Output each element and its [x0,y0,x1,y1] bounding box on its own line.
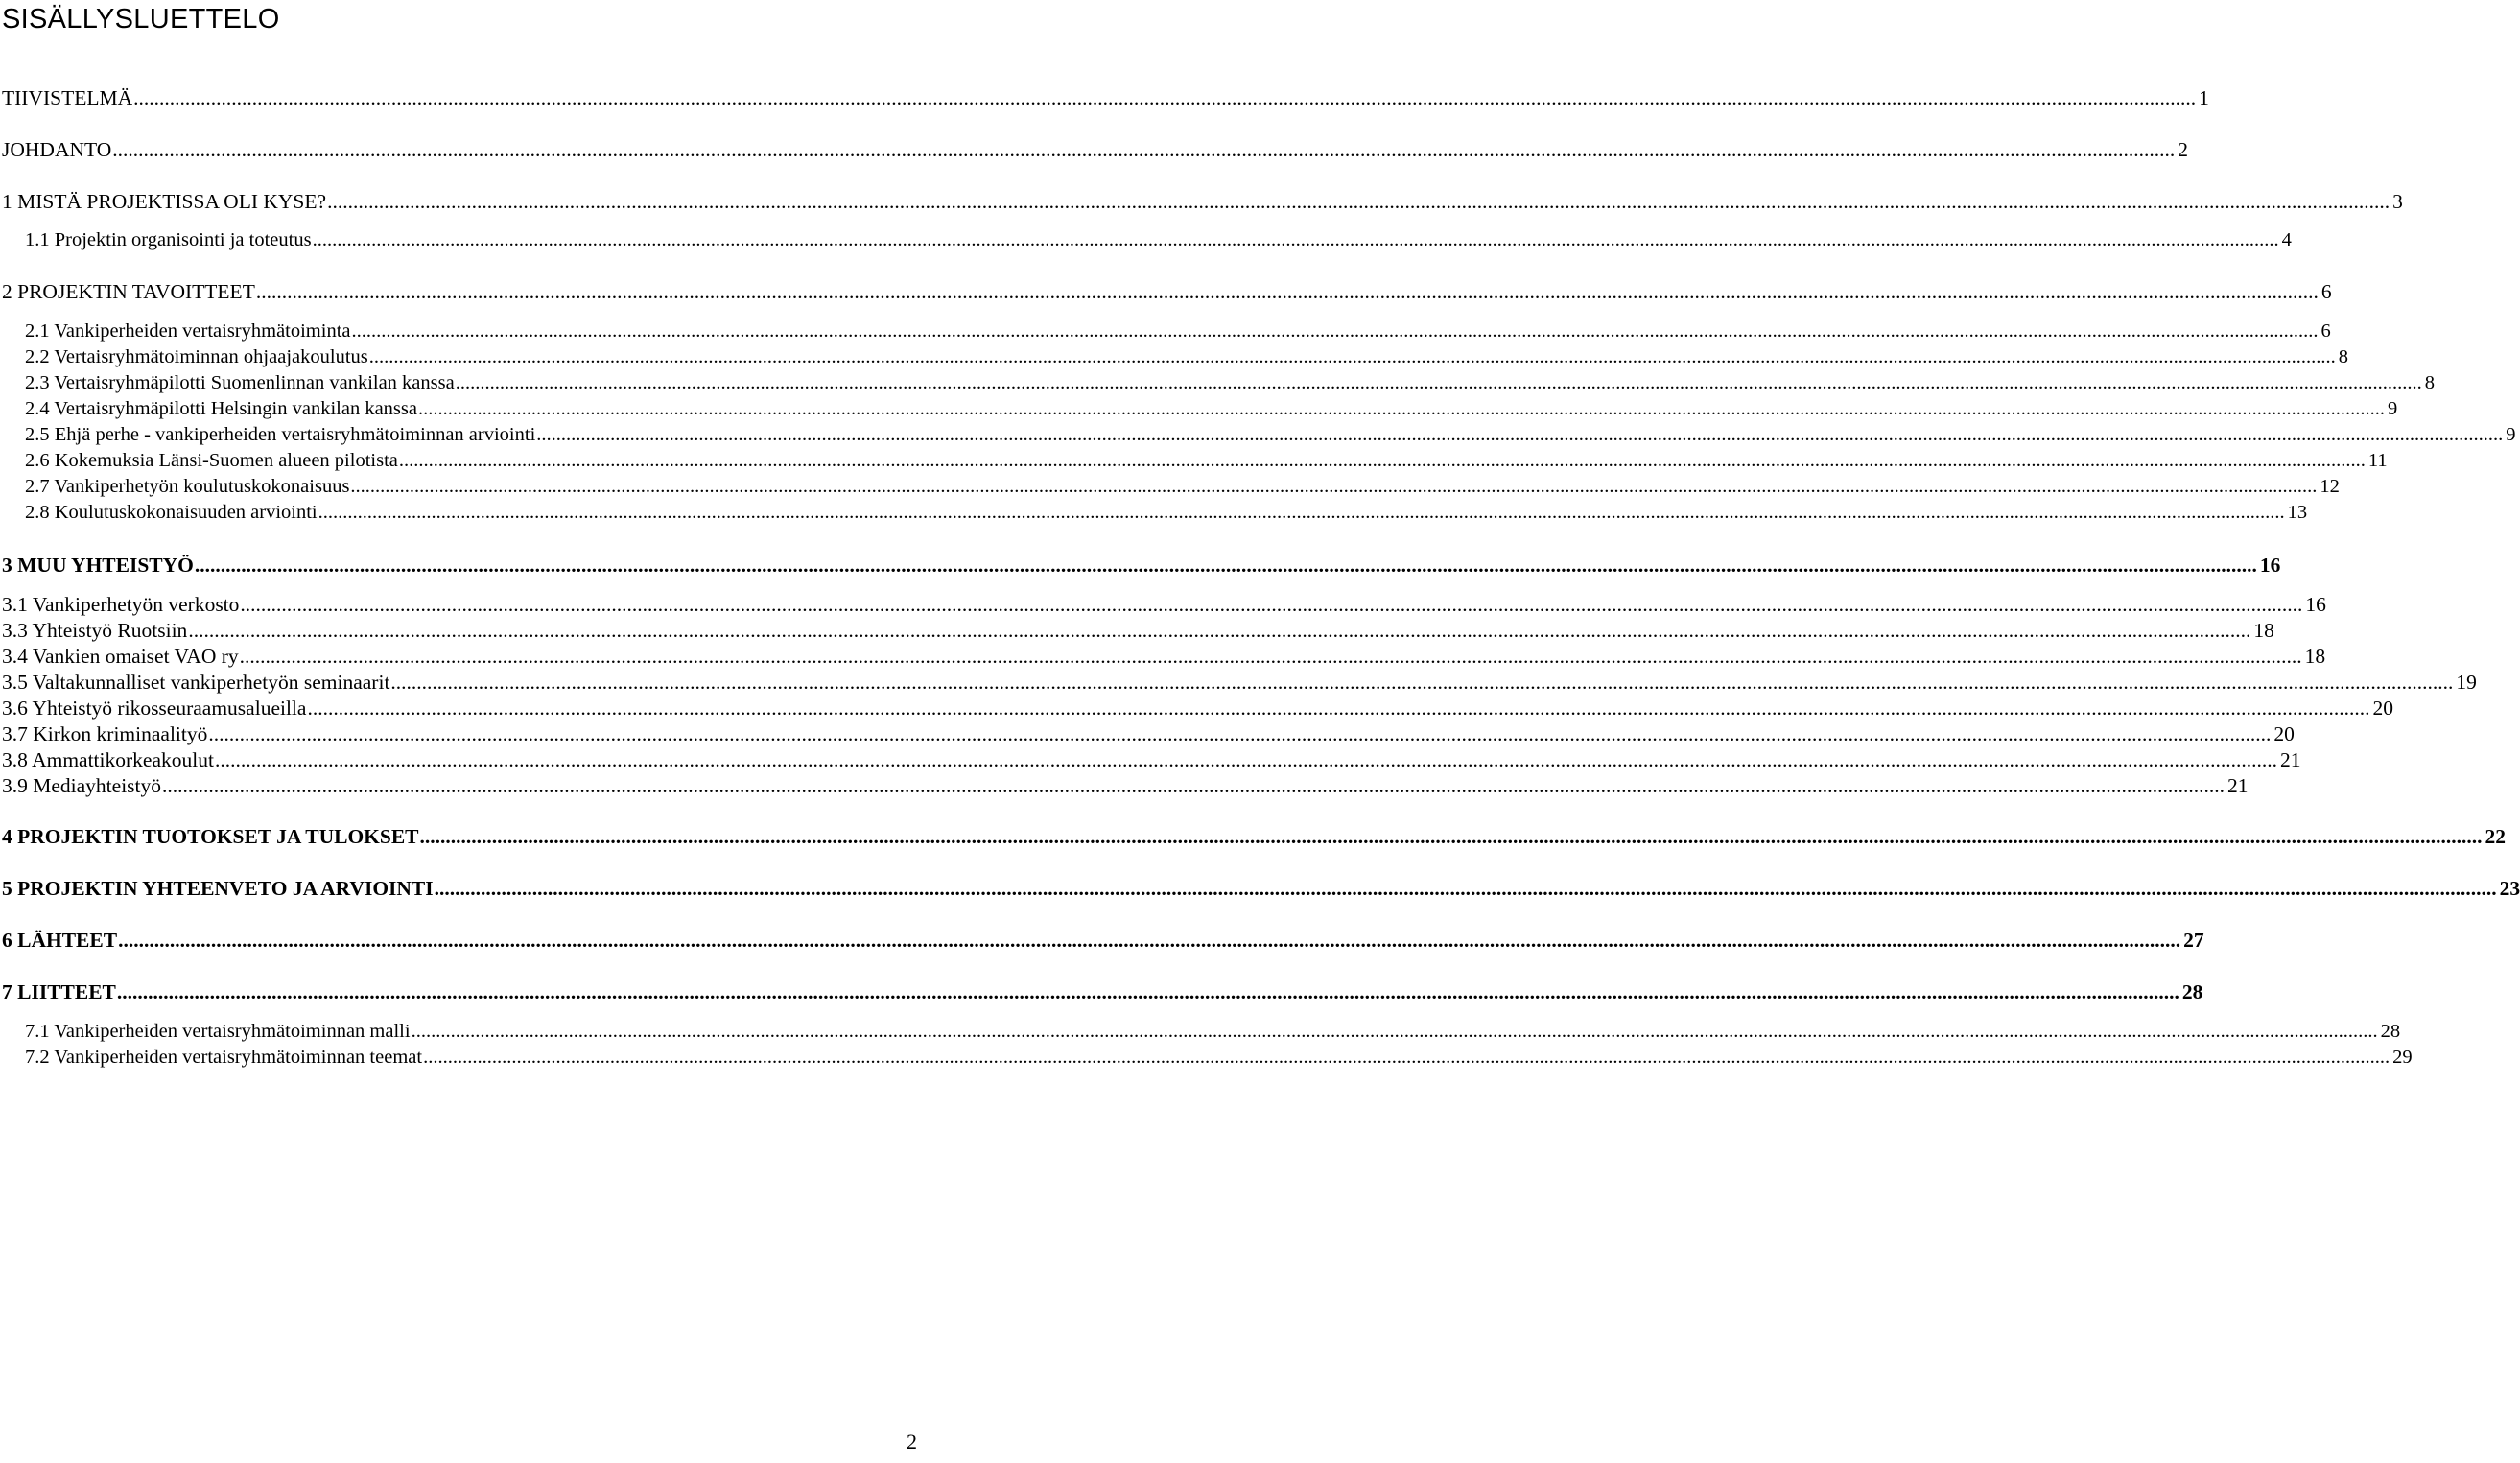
dot-leader: ................................................................................................................................................................................................................................................................................................................................................................................................................ [255,280,2319,303]
dot-leader: ................................................................................................................................................................................................................................................................................................................................................................................................................ [116,980,2179,1003]
toc-entry-3-7[interactable] [2,722,2295,746]
dot-leader: ................................................................................................................................................................................................................................................................................................................................................................................................................ [419,825,2483,848]
toc-entry-chapter-1[interactable] [2,190,2403,214]
toc-page-number: 20 [2273,722,2295,745]
toc-entry-title: 1.1 Projektin organisointi ja toteutus [25,229,312,250]
toc-page-number: 16 [2259,554,2281,577]
toc-page-number: 16 [2305,593,2326,616]
toc-entry-title: 7.2 Vankiperheiden vertaisryhmätoiminnan teemat [25,1047,423,1068]
dot-leader: ................................................................................................................................................................................................................................................................................................................................................................................................................ [455,372,2422,393]
dot-leader: ................................................................................................................................................................................................................................................................................................................................................................................................................ [423,1047,2390,1068]
toc-entry-title: 7.1 Vankiperheiden vertaisryhmätoiminnan malli [25,1021,411,1042]
toc-page-number: 2 [2178,138,2189,161]
toc-entry-title: 2 PROJEKTIN TAVOITTEET [2,280,255,303]
toc-entry-title: 3.4 Vankien omaiset VAO ry [2,645,239,668]
toc-entry-chapter-7[interactable] [2,980,2203,1004]
toc-entry-2-4[interactable] [25,398,2398,420]
dot-leader: ................................................................................................................................................................................................................................................................................................................................................................................................................ [368,346,2336,367]
dot-leader: ................................................................................................................................................................................................................................................................................................................................................................................................................ [418,398,2385,419]
toc-page-number: 6 [2320,320,2331,342]
dot-leader: ................................................................................................................................................................................................................................................................................................................................................................................................................ [162,774,2226,797]
toc-entry-2-8[interactable] [25,502,2308,524]
toc-page-number: 21 [2227,774,2249,797]
toc-entry-2-6[interactable] [25,450,2388,472]
toc-entry-title: JOHDANTO [2,138,112,161]
toc-entry-3-6[interactable] [2,696,2393,720]
toc-entry-title: 2.8 Koulutuskokonaisuuden arviointi [25,502,318,523]
toc-entry-2-3[interactable] [25,372,2435,394]
toc-entry-title: TIIVISTELMÄ [2,86,133,109]
toc-entry-title: 2.3 Vertaisryhmäpilotti Suomenlinnan vankilan kanssa [25,372,455,393]
toc-entry-chapter-4[interactable] [2,825,2507,849]
toc-page-number: 4 [2281,229,2292,250]
dot-leader: ................................................................................................................................................................................................................................................................................................................................................................................................................ [307,696,2370,720]
toc-entry-title: 2.2 Vertaisryhmätoiminnan ohjaajakoulutus [25,346,368,367]
toc-entry-title: 2.1 Vankiperheiden vertaisryhmätoiminta [25,320,351,342]
dot-leader: ................................................................................................................................................................................................................................................................................................................................................................................................................ [112,138,2176,161]
toc-page-number: 20 [2372,696,2393,720]
toc-entry-title: 4 PROJEKTIN TUOTOKSET JA TULOKSET [2,825,419,848]
toc-entry-7-2[interactable] [25,1047,2413,1069]
toc-entry-title: 3.3 Yhteistyö Ruotsiin [2,619,188,642]
dot-leader: ................................................................................................................................................................................................................................................................................................................................................................................................................ [118,929,2181,952]
toc-entry-title: 2.5 Ehjä perhe - vankiperheiden vertaisryhmätoiminnan arviointi [25,424,536,445]
toc-page-number: 13 [2287,502,2308,523]
toc-entry-1-1[interactable] [25,229,2292,251]
dot-leader: ................................................................................................................................................................................................................................................................................................................................................................................................................ [240,593,2303,616]
toc-page-number: 18 [2304,645,2326,668]
dot-leader: ................................................................................................................................................................................................................................................................................................................................................................................................................ [390,671,2454,694]
toc-page-number: 29 [2392,1047,2413,1068]
toc-entry-2-1[interactable] [25,320,2331,342]
toc-entry-title: 2.6 Kokemuksia Länsi-Suomen alueen pilotista [25,450,398,471]
toc-entry-title: 3.8 Ammattikorkeakoulut [2,748,214,771]
dot-leader: ................................................................................................................................................................................................................................................................................................................................................................................................................ [350,476,2318,497]
toc-page-number: 1 [2199,86,2209,109]
toc-page-number: 3 [2392,190,2403,213]
toc-entry-chapter-5[interactable] [2,877,2520,901]
toc-page-number: 11 [2367,450,2388,471]
toc-page-number: 28 [2380,1021,2401,1042]
toc-entry-title: 3.6 Yhteistyö rikosseuraamusalueilla [2,696,307,720]
toc-entry-title: 3.7 Kirkon kriminaalityö [2,722,208,745]
toc-entry-title: 3.1 Vankiperhetyön verkosto [2,593,240,616]
dot-leader: ................................................................................................................................................................................................................................................................................................................................................................................................................ [312,229,2279,250]
toc-page-number: 8 [2338,346,2348,367]
toc-page-number: 6 [2320,280,2332,303]
dot-leader: ................................................................................................................................................................................................................................................................................................................................................................................................................ [351,320,2319,342]
dot-leader: ................................................................................................................................................................................................................................................................................................................................................................................................................ [318,502,2285,523]
page-title: SISÄLLYSLUETTELO [2,4,280,35]
toc-entry-title: 2.4 Vertaisryhmäpilotti Helsingin vankilan kanssa [25,398,417,419]
toc-entry-chapter-3[interactable] [2,554,2281,578]
toc-page-number: 18 [2253,619,2274,642]
dot-leader: ................................................................................................................................................................................................................................................................................................................................................................................................................ [411,1021,2378,1042]
toc-page-number: 8 [2424,372,2435,393]
toc-entry-3-9[interactable] [2,774,2249,798]
dot-leader: ................................................................................................................................................................................................................................................................................................................................................................................................................ [208,722,2272,745]
toc-page-number: 23 [2499,877,2520,900]
toc-page-number: 9 [2506,424,2516,445]
toc-entry-title: 2.7 Vankiperhetyön koulutuskokonaisuus [25,476,350,497]
toc-entry-title: 3.5 Valtakunnalliset vankiperhetyön seminaarit [2,671,390,694]
dot-leader: ................................................................................................................................................................................................................................................................................................................................................................................................................ [133,86,2197,109]
toc-page-number: 19 [2456,671,2477,694]
dot-leader: ................................................................................................................................................................................................................................................................................................................................................................................................................ [214,748,2277,771]
dot-leader: ................................................................................................................................................................................................................................................................................................................................................................................................................ [194,554,2257,577]
dot-leader: ................................................................................................................................................................................................................................................................................................................................................................................................................ [398,450,2366,471]
toc-entry-title: 6 LÄHTEET [2,929,118,952]
toc-entry-title: 5 PROJEKTIN YHTEENVETO JA ARVIOINTI [2,877,434,900]
dot-leader: ................................................................................................................................................................................................................................................................................................................................................................................................................ [327,190,2390,213]
toc-entry-title: 7 LIITTEET [2,980,116,1003]
toc-entry-chapter-2[interactable] [2,280,2332,304]
page-number: 2 [907,1429,917,1453]
toc-entry-3-4[interactable] [2,645,2326,669]
toc-page-number: 27 [2183,929,2204,952]
toc-entry-3-5[interactable] [2,671,2477,695]
toc-entry-title: 3 MUU YHTEISTYÖ [2,554,194,577]
toc-entry-chapter-6[interactable] [2,929,2204,953]
toc-page-number: 12 [2320,476,2340,497]
toc-entry-2-7[interactable] [25,476,2340,498]
dot-leader: ................................................................................................................................................................................................................................................................................................................................................................................................................ [239,645,2302,668]
dot-leader: ................................................................................................................................................................................................................................................................................................................................................................................................................ [188,619,2251,642]
dot-leader: ................................................................................................................................................................................................................................................................................................................................................................................................................ [536,424,2504,445]
toc-entry-title: 3.9 Mediayhteistyö [2,774,162,797]
toc-entry-johdanto[interactable] [2,138,2189,162]
toc-page-number: 21 [2279,748,2301,771]
toc-page-number: 22 [2485,825,2507,848]
toc-entry-3-8[interactable] [2,748,2301,772]
toc-entry-2-5[interactable] [25,424,2516,446]
toc-entry-7-1[interactable] [25,1021,2401,1043]
toc-entry-3-3[interactable] [2,619,2274,643]
toc-entry-2-2[interactable] [25,346,2348,368]
toc-page-number: 28 [2181,980,2203,1003]
dot-leader: ................................................................................................................................................................................................................................................................................................................................................................................................................ [434,877,2497,900]
toc-entry-title: 1 MISTÄ PROJEKTISSA OLI KYSE? [2,190,327,213]
toc-entry-3-1[interactable] [2,593,2326,617]
toc-entry-tiivistelma[interactable] [2,86,2209,110]
toc-page-number: 9 [2388,398,2398,419]
